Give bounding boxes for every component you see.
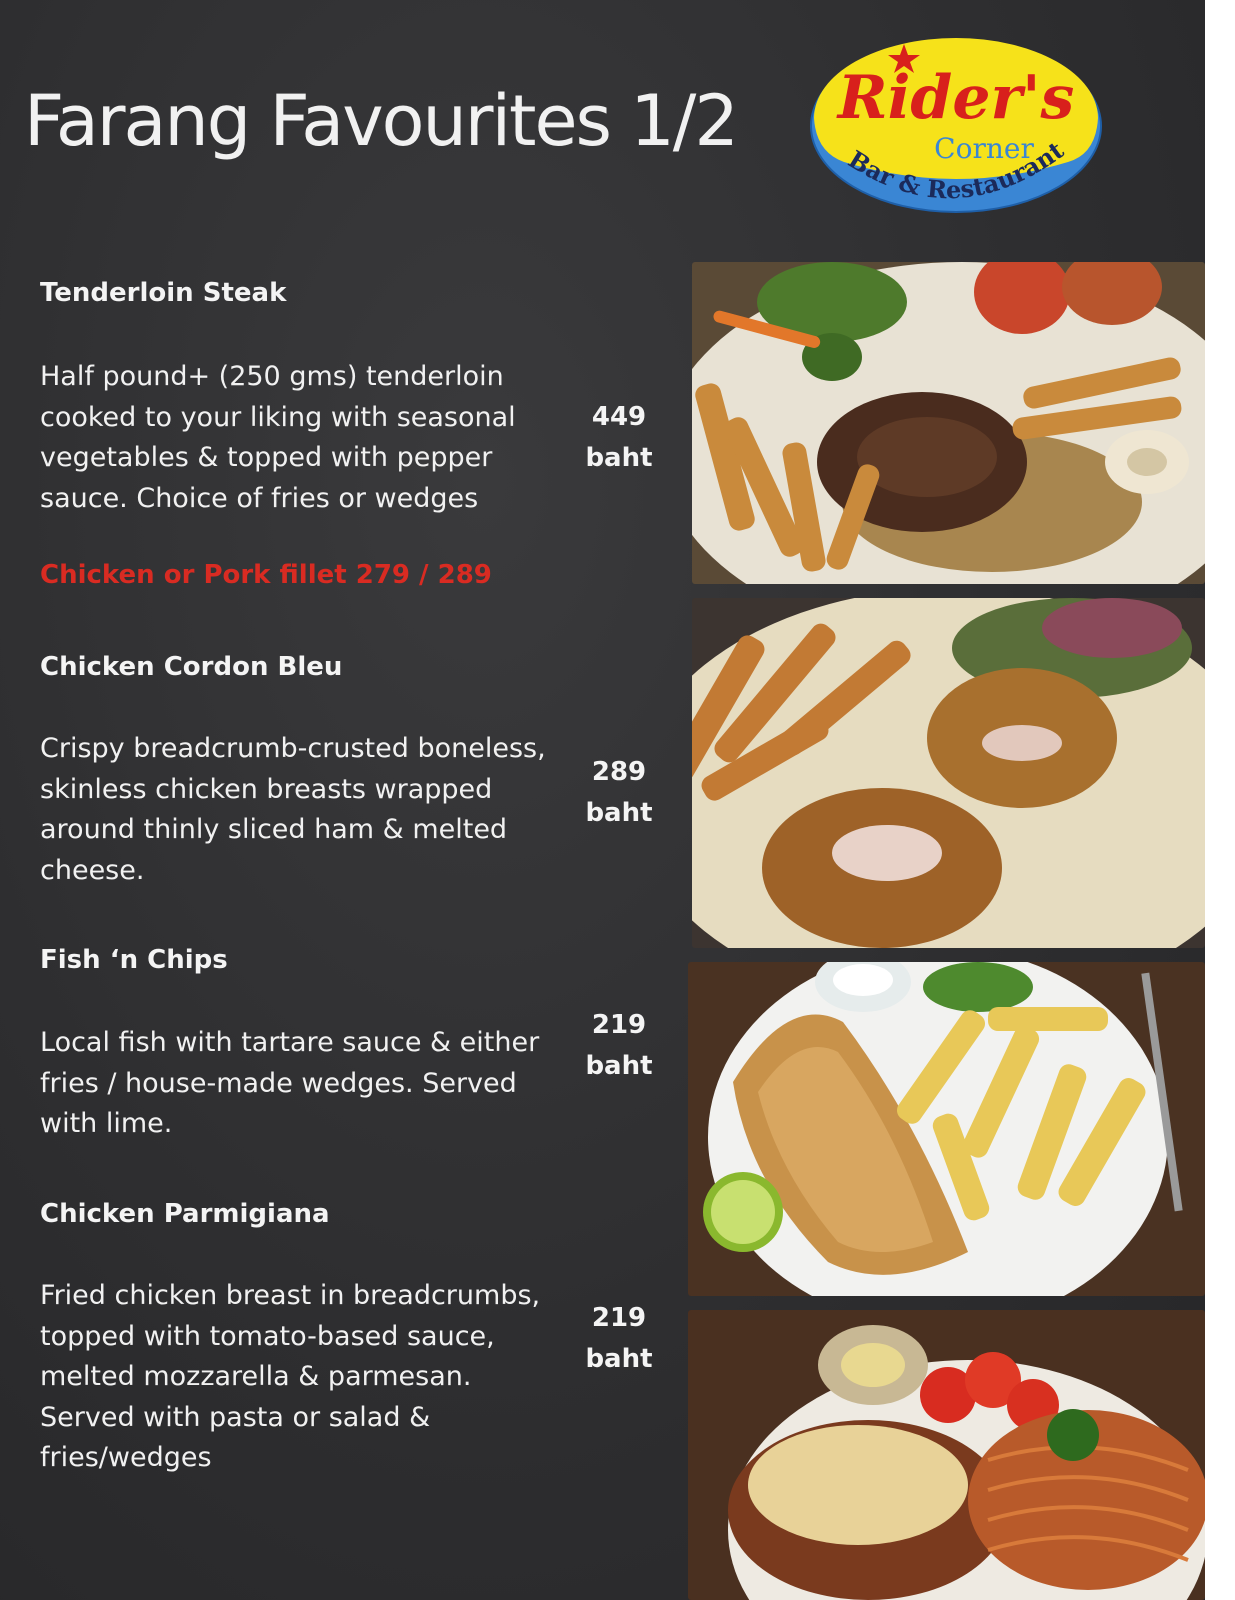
item-price-fish-n-chips — [566, 1005, 672, 1087]
item-name-fish-n-chips: Fish ‘n Chips — [40, 945, 228, 975]
page-title: Farang Favourites 1/2 — [24, 80, 737, 162]
price-value: 219 — [591, 1010, 647, 1040]
item-note-chicken-pork-fillet: Chicken or Pork fillet 279 / 289 — [40, 560, 492, 590]
photo-fish-n-chips — [688, 962, 1205, 1296]
item-name-tenderloin-steak: Tenderloin Steak — [40, 278, 287, 308]
svg-text:Corner: Corner — [934, 132, 1034, 165]
svg-text:Bar & Restaurant: Bar & Restaurant — [843, 135, 1070, 205]
item-price-chicken-cordon-bleu — [566, 752, 672, 834]
svg-text:Rider's: Rider's — [837, 63, 1075, 133]
photo-chicken-parmigiana — [688, 1310, 1205, 1600]
item-name-chicken-cordon-bleu: Chicken Cordon Bleu — [40, 652, 343, 682]
item-description-chicken-parmigiana: Fried chicken breast in breadcrumbs, topped with tomato-based sauce, melted mozzarella & parmesan. Served with pasta or salad & fries/wedges — [40, 1280, 541, 1473]
riders-corner-logo — [806, 34, 1116, 234]
item-description-fish-n-chips: Local fish with tartare sauce & either fries / house-made wedges. Served with lime. — [40, 1027, 540, 1139]
item-price-chicken-parmigiana — [566, 1298, 672, 1380]
price-value: 449 — [591, 402, 647, 432]
photo-chicken-cordon-bleu — [692, 598, 1205, 948]
item-name-chicken-parmigiana: Chicken Parmigiana — [40, 1199, 330, 1229]
item-description-chicken-cordon-bleu: Crispy breadcrumb-crusted boneless, skinless chicken breasts wrapped around thinly sliced ham & melted cheese. — [40, 733, 546, 886]
price-value: 219 — [591, 1303, 647, 1333]
price-currency: baht — [585, 443, 653, 473]
item-price-tenderloin-steak — [566, 397, 672, 479]
price-value: 289 — [591, 757, 647, 787]
price-currency: baht — [585, 1051, 653, 1081]
item-description-tenderloin-steak: Half pound+ (250 gms) tenderloin cooked to your liking with seasonal vegetables & topped with pepper sauce. Choice of fries or wedges — [40, 361, 516, 514]
price-currency: baht — [585, 1344, 653, 1374]
price-currency: baht — [585, 798, 653, 828]
photo-tenderloin-steak — [692, 262, 1205, 584]
